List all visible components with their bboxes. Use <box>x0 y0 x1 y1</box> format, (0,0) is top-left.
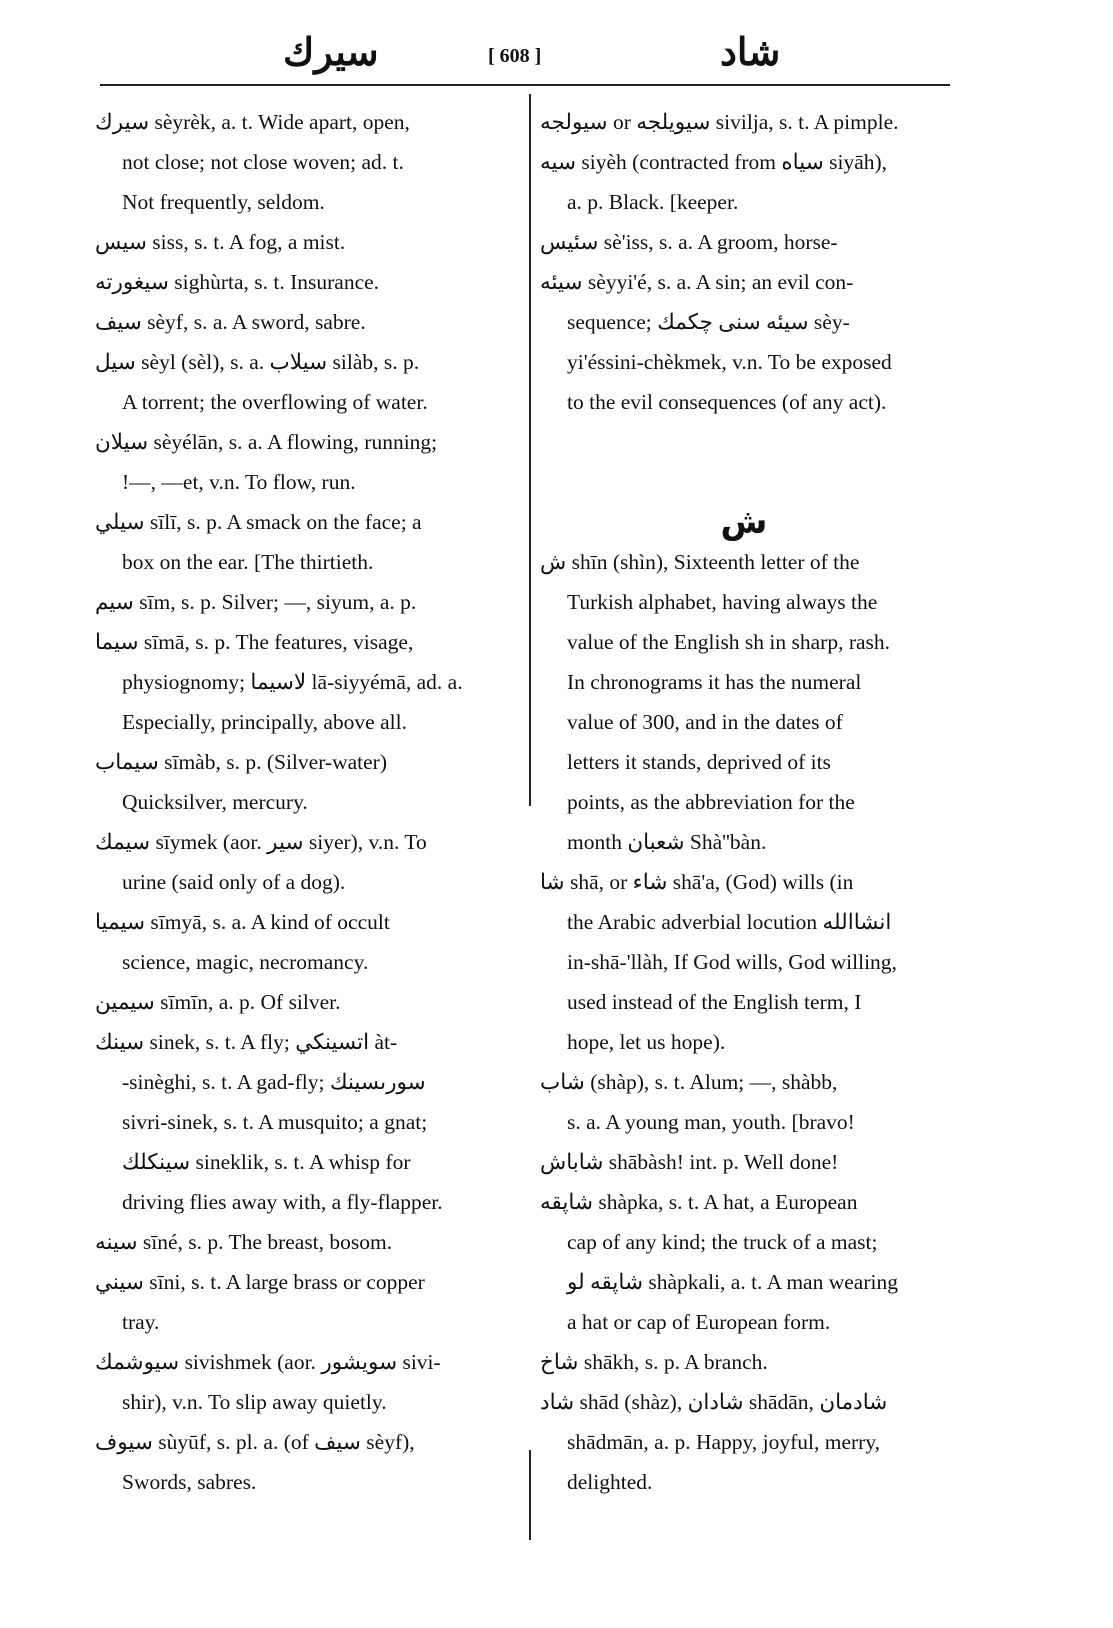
dictionary-line: Quicksilver, mercury. <box>122 790 308 814</box>
dictionary-line: sequence; سيئه سنى چكمك sèy- <box>567 310 850 334</box>
dictionary-line: سيوشمك sivishmek (aor. سويشور sivi- <box>95 1350 441 1374</box>
dictionary-line: سئيس sè'iss, s. a. A groom, horse- <box>540 230 838 254</box>
dictionary-line: used instead of the English term, I <box>567 990 862 1014</box>
dictionary-line: شاب (shàp), s. t. Alum; —, shàbb, <box>540 1070 838 1094</box>
dictionary-line: سيرك sèyrèk, a. t. Wide apart, open, <box>95 110 410 134</box>
dictionary-line: !—, —et, v.n. To flow, run. <box>122 470 356 494</box>
dictionary-line: value of the English sh in sharp, rash. <box>567 630 891 654</box>
dictionary-line: a hat or cap of European form. <box>567 1310 831 1334</box>
left-column <box>95 102 510 1502</box>
dictionary-line: سينك sinek, s. t. A fly; اتسينكي àt- <box>95 1030 398 1054</box>
dictionary-line: سيه siyèh (contracted from سياه siyāh), <box>540 150 888 174</box>
dictionary-line: yi'éssini-chèkmek, v.n. To be exposed <box>567 350 892 374</box>
header-left-catchword: سيرك <box>283 32 379 74</box>
dictionary-line: سيمين sīmīn, a. p. Of silver. <box>95 990 341 1014</box>
dictionary-line: In chronograms it has the numeral <box>567 670 862 694</box>
dictionary-line: سيولجه or سيويلجه sivilja, s. t. A pimple. <box>540 110 899 134</box>
dictionary-line: ش shīn (shìn), Sixteenth letter of the <box>540 550 860 574</box>
dictionary-line: s. a. A young man, youth. [bravo! <box>567 1110 855 1134</box>
dictionary-line: سيغورته sighùrta, s. t. Insurance. <box>95 270 380 294</box>
dictionary-line: شاپقه لو shàpkali, a. t. A man wearing <box>567 1270 898 1294</box>
dictionary-line: sivri-sinek, s. t. A musquito; a gnat; <box>122 1110 428 1134</box>
dictionary-line: سيني sīni, s. t. A large brass or copper <box>95 1270 425 1294</box>
dictionary-line: value of 300, and in the dates of <box>567 710 843 734</box>
dictionary-line: سينكلك sineklik, s. t. A whisp for <box>122 1150 411 1174</box>
dictionary-line: شاد shād (shàz), شادان shādān, شادمان <box>540 1390 888 1414</box>
dictionary-line: A torrent; the overflowing of water. <box>122 390 428 414</box>
dictionary-line: tray. <box>122 1310 160 1334</box>
dictionary-line: سيما sīmā, s. p. The features, visage, <box>95 630 414 654</box>
dictionary-line: urine (said only of a dog). <box>122 870 346 894</box>
dictionary-line: سيمك sīymek (aor. سير siyer), v.n. To <box>95 830 427 854</box>
dictionary-line: in-shā-'llàh, If God wills, God willing, <box>567 950 897 974</box>
dictionary-line: points, as the abbreviation for the <box>567 790 855 814</box>
dictionary-line: hope, let us hope). <box>567 1030 726 1054</box>
dictionary-line: -sinèghi, s. t. A gad-fly; سورىسينك <box>122 1070 426 1094</box>
dictionary-line: shādmān, a. p. Happy, joyful, merry, <box>567 1430 881 1454</box>
dictionary-line: سيل sèyl (sèl), s. a. سيلاب silàb, s. p. <box>95 350 420 374</box>
dictionary-line: سيلي sīlī, s. p. A smack on the face; a <box>95 510 422 534</box>
dictionary-line: شاخ shākh, s. p. A branch. <box>540 1350 768 1374</box>
dictionary-line: month شعبان Shà''bàn. <box>567 830 767 854</box>
dictionary-line: سيماب sīmàb, s. p. (Silver-water) <box>95 750 387 774</box>
dictionary-line: to the evil consequences (of any act). <box>567 390 887 414</box>
header-rule <box>100 84 950 86</box>
dictionary-line: شاباش shābàsh! int. p. Well done! <box>540 1150 839 1174</box>
dictionary-line: سيوف sùyūf, s. pl. a. (of سيف sèyf), <box>95 1430 415 1454</box>
page-number: [ 608 ] <box>488 45 542 67</box>
column-divider-lower <box>529 1450 531 1540</box>
dictionary-line: the Arabic adverbial locution انشاالله <box>567 910 892 934</box>
right-column <box>540 102 948 1502</box>
dictionary-line: physiognomy; لاسيما lā-siyyémā, ad. a. <box>122 670 463 694</box>
dictionary-line: not close; not close woven; ad. t. <box>122 150 404 174</box>
dictionary-line: سينه sīné, s. p. The breast, bosom. <box>95 1230 393 1254</box>
dictionary-line: سيم sīm, s. p. Silver; —, siyum, a. p. <box>95 590 417 614</box>
dictionary-line: Especially, principally, above all. <box>122 710 407 734</box>
dictionary-line: سيس siss, s. t. A fog, a mist. <box>95 230 346 254</box>
dictionary-line: سيلان sèyélān, s. a. A flowing, running; <box>95 430 438 454</box>
dictionary-line: شا shā, or شاء shā'a, (God) wills (in <box>540 870 854 894</box>
dictionary-line: science, magic, necromancy. <box>122 950 369 974</box>
column-divider <box>529 94 531 806</box>
dictionary-line: driving flies away with, a fly-flapper. <box>122 1190 443 1214</box>
dictionary-line: a. p. Black. [keeper. <box>567 190 739 214</box>
dictionary-line: سيئه sèyyi'é, s. a. A sin; an evil con- <box>540 270 854 294</box>
dictionary-line: سيف sèyf, s. a. A sword, sabre. <box>95 310 366 334</box>
dictionary-line: letters it stands, deprived of its <box>567 750 831 774</box>
dictionary-line: delighted. <box>567 1470 653 1494</box>
dictionary-line: cap of any kind; the truck of a mast; <box>567 1230 878 1254</box>
section-letter-heading: ش <box>720 502 768 542</box>
dictionary-line: box on the ear. [The thirtieth. <box>122 550 374 574</box>
dictionary-line: Turkish alphabet, having always the <box>567 590 878 614</box>
dictionary-line: shir), v.n. To slip away quietly. <box>122 1390 387 1414</box>
header-right-catchword: شاد <box>720 32 781 74</box>
dictionary-line: Swords, sabres. <box>122 1470 257 1494</box>
dictionary-line: شاپقه shàpka, s. t. A hat, a European <box>540 1190 858 1214</box>
dictionary-line: Not frequently, seldom. <box>122 190 325 214</box>
dictionary-line: سيميا sīmyā, s. a. A kind of occult <box>95 910 390 934</box>
